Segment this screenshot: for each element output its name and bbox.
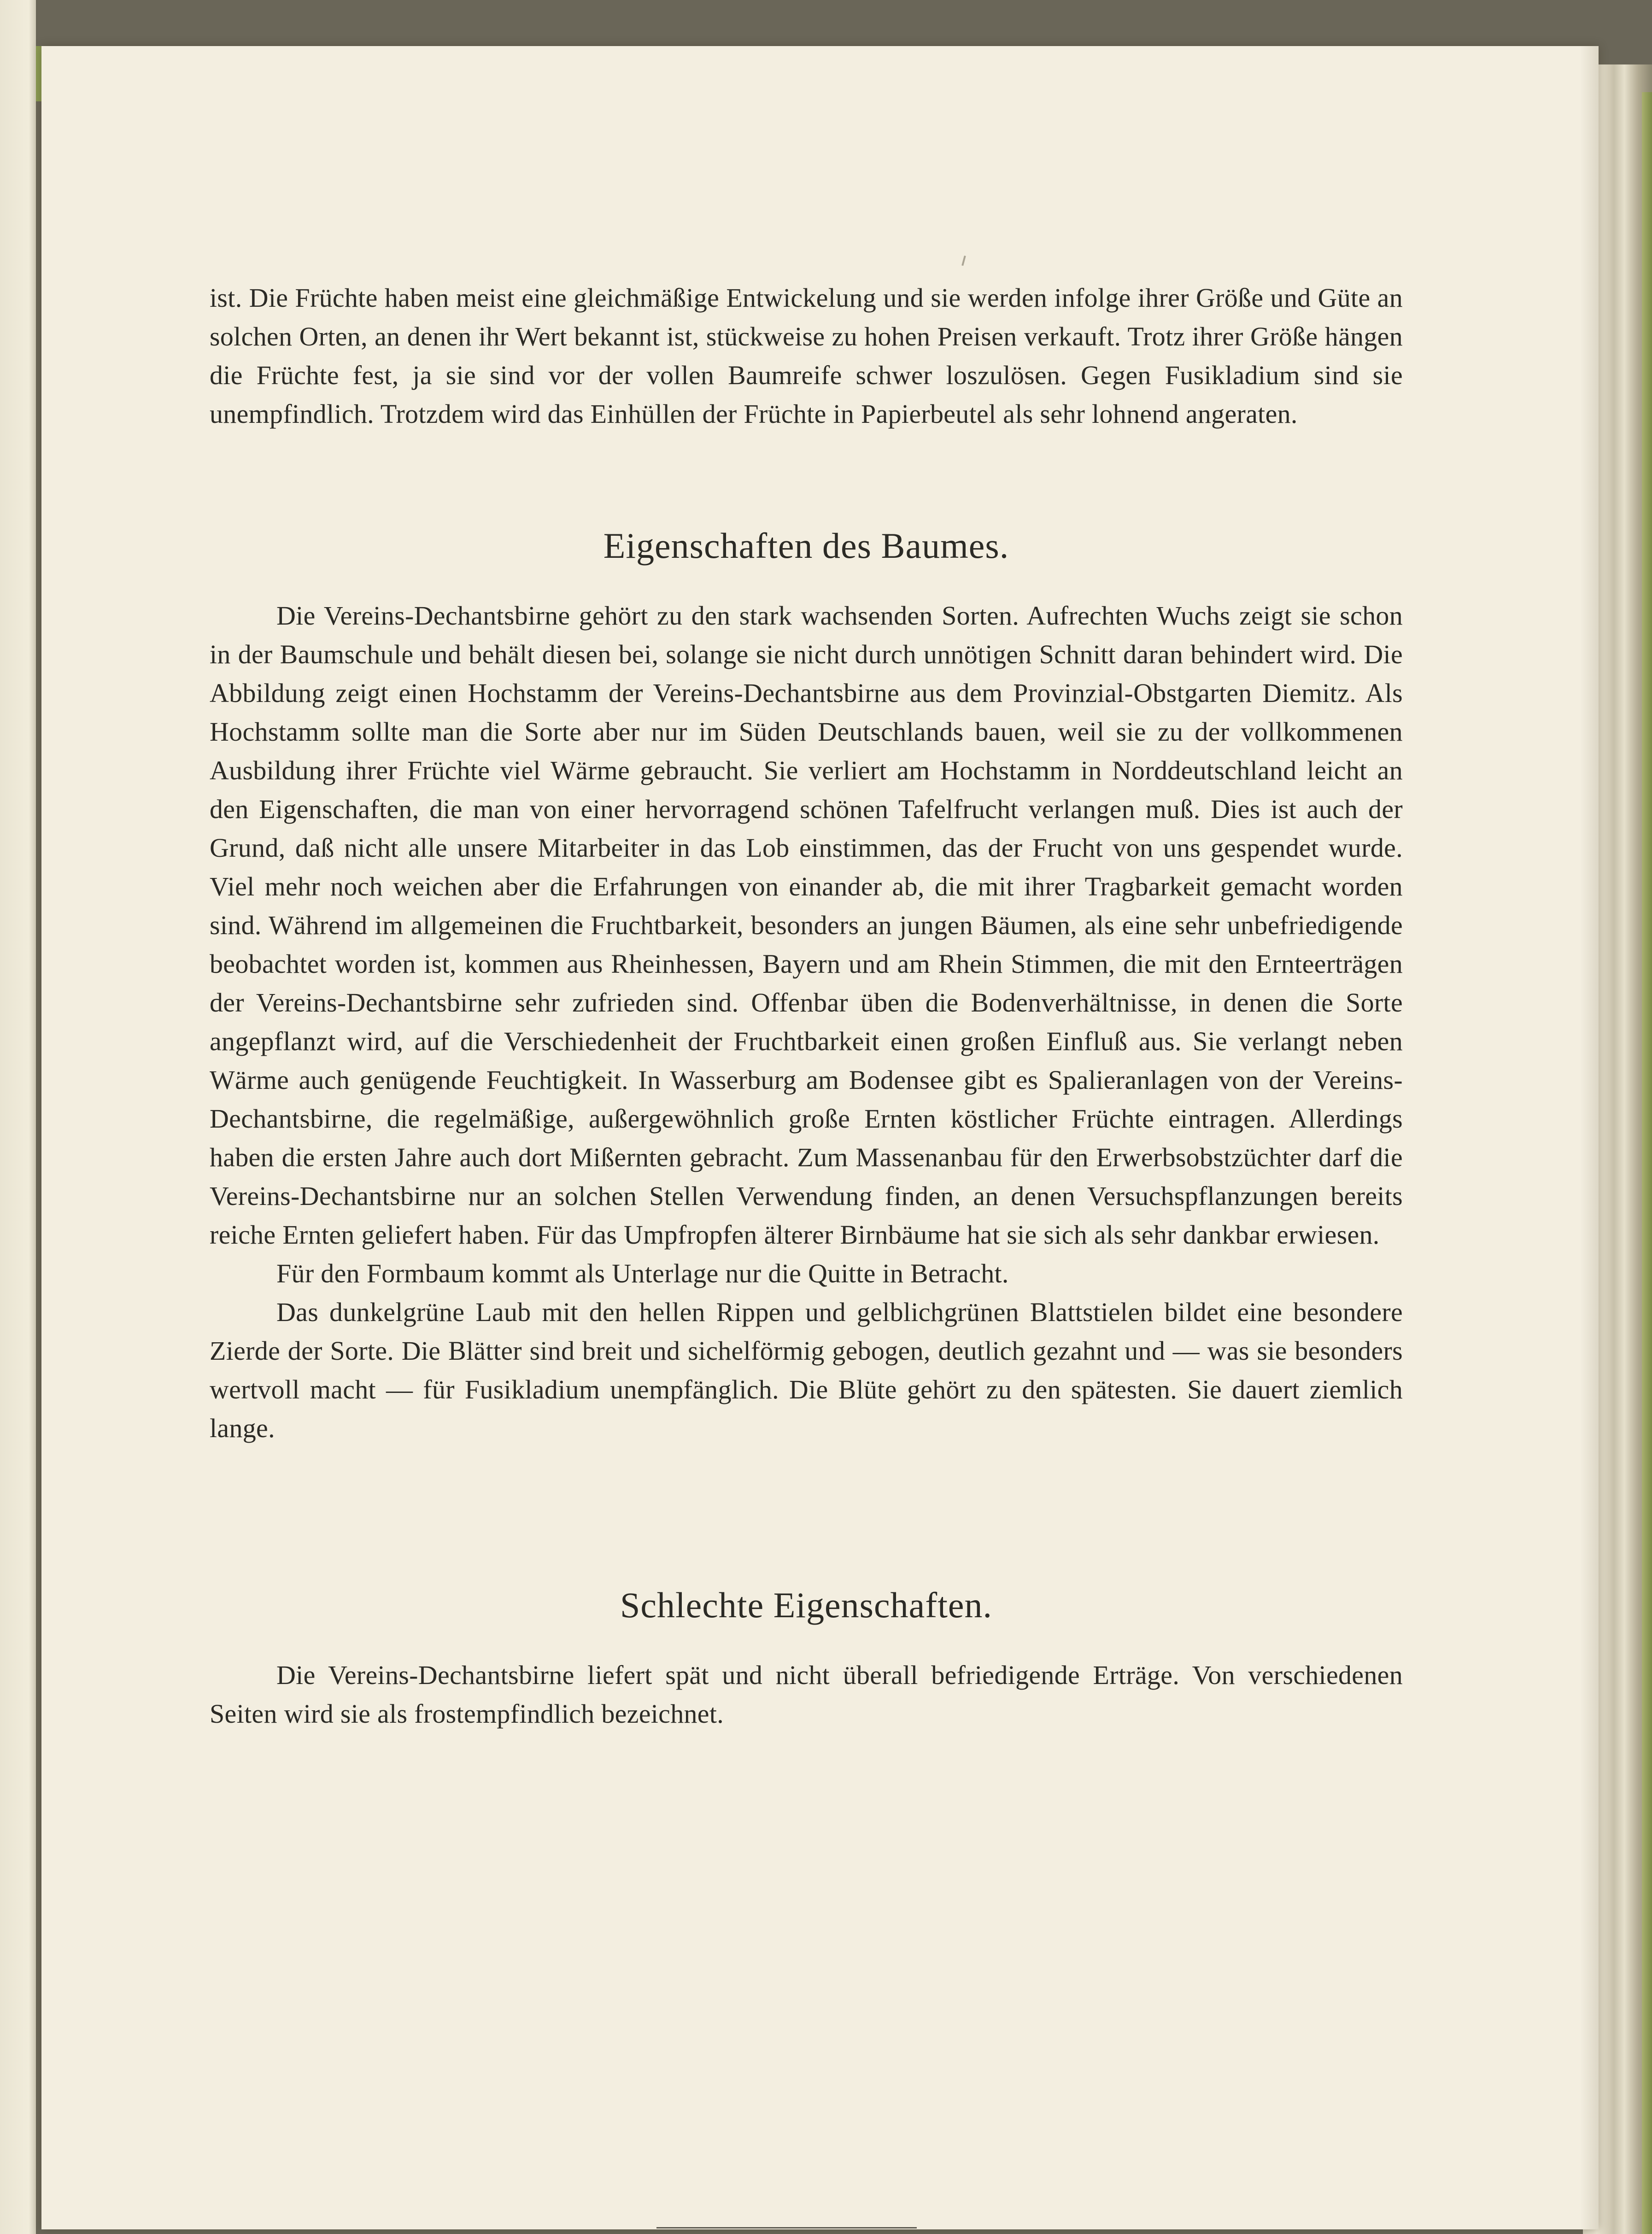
tree-paragraph-1: Die Vereins-Dechantsbirne gehört zu den stark wachsenden Sorten. Aufrechten Wuchs zeigt sie schon in der Baumschule und behält diesen bei, solange sie nicht durch unnötigen Schnitt daran behindert wird. Die Abbildung zeigt einen Hochstamm der Vereins-Dechantsbirne aus dem Provinzial-Obstgarten Diemitz. Als Hochstamm sollte man die Sorte aber nur im Süden Deutschlands bauen, weil sie zu der vollkommenen Ausbildung ihrer Früchte viel Wärme gebraucht. Sie verliert am Hochstamm in Norddeutschland leicht an den Eigenschaften, die man von einer hervorragend schönen Tafelfrucht verlangen muß. Dies ist auch der Grund, daß nicht alle unsere Mitarbeiter in das Lob einstimmen, das der Frucht von uns gespendet wurde. Viel mehr noch weichen aber die Erfahrungen von einander ab, die mit ihrer Tragbarkeit gemacht worden sind. Während im allgemeinen die Fruchtbarkeit, besonders an jungen Bäumen, als eine sehr unbefriedigende beobachtet worden ist, kommen aus Rheinhessen, Bayern und am Rhein Stimmen, die mit den Ernteerträgen der Vereins-Dechantsbirne sehr zufrieden sind. Offenbar üben die Bodenverhältnisse, in denen die Sorte angepflanzt wird, auf die Verschiedenheit der Fruchtbarkeit einen großen Einfluß aus. Sie verlangt neben Wärme auch genügende Feuchtigkeit. In Wasserburg am Bodensee gibt es Spalieranlagen von der Vereins-Dechantsbirne, die regelmäßige, außergewöhnlich große Ernten köstlicher Früchte eintragen. Allerdings haben die ersten Jahre auch dort Mißernten gebracht. Zum Massenanbau für den Erwerbsobstzüchter darf die Vereins-Dechantsbirne nur an solchen Stellen Verwendung finden, an denen Versuchspflanzungen bereits reiche Ernten geliefert haben. Für das Umpfropfen älterer Birnbäume hat sie sich als sehr dankbar erwiesen. bbox=[210, 601, 1403, 1250]
previous-page-edge bbox=[0, 0, 36, 2234]
book-page bbox=[41, 46, 1599, 2229]
intro-paragraph: ist. Die Früchte haben meist eine gleichmäßige Entwickelung und sie werden infolge ihrer Größe und Güte an solchen Orten, an denen ihr Wert bekannt ist, stückweise zu hohen Preisen verkauft. Trotz ihrer Größe hängen die Früchte fest, ja sie sind vor der vollen Baumreife schwer loszulösen. Gegen Fusikladium sind sie unempfindlich. Trotzdem wird das Einhüllen der Früchte in Papierbeutel als sehr lohnend angeraten. bbox=[210, 283, 1403, 429]
stray-ink-mark bbox=[961, 256, 966, 266]
cover-edge bbox=[1642, 92, 1652, 2234]
tree-paragraph-3: Das dunkelgrüne Laub mit den hellen Rippen und gelblichgrünen Blattstielen bildet eine besondere Zierde der Sorte. Die Blätter sind breit und sichelförmig gebogen, deutlich gezahnt und — was sie besonders wertvoll macht — für Fusikladium unempfänglich. Die Blüte gehört zu den spätesten. Sie dauert ziemlich lange. bbox=[210, 1297, 1403, 1443]
section-heading-tree: Eigenschaften des Baumes. bbox=[603, 526, 1009, 566]
closing-rule bbox=[656, 2227, 917, 2228]
tree-section-text bbox=[210, 597, 1403, 1448]
tree-paragraph-2: Für den Formbaum kommt als Unterlage nur die Quitte in Betracht. bbox=[276, 1258, 1009, 1288]
bad-paragraph: Die Vereins-Dechantsbirne liefert spät und nicht überall befriedigende Erträge. Von verschiedenen Seiten wird sie als frostempfindlich bezeichnet. bbox=[210, 1660, 1403, 1729]
intro-text bbox=[210, 279, 1403, 433]
section-heading-bad: Schlechte Eigenschaften. bbox=[620, 1585, 992, 1625]
bad-section-text bbox=[210, 1656, 1403, 1733]
